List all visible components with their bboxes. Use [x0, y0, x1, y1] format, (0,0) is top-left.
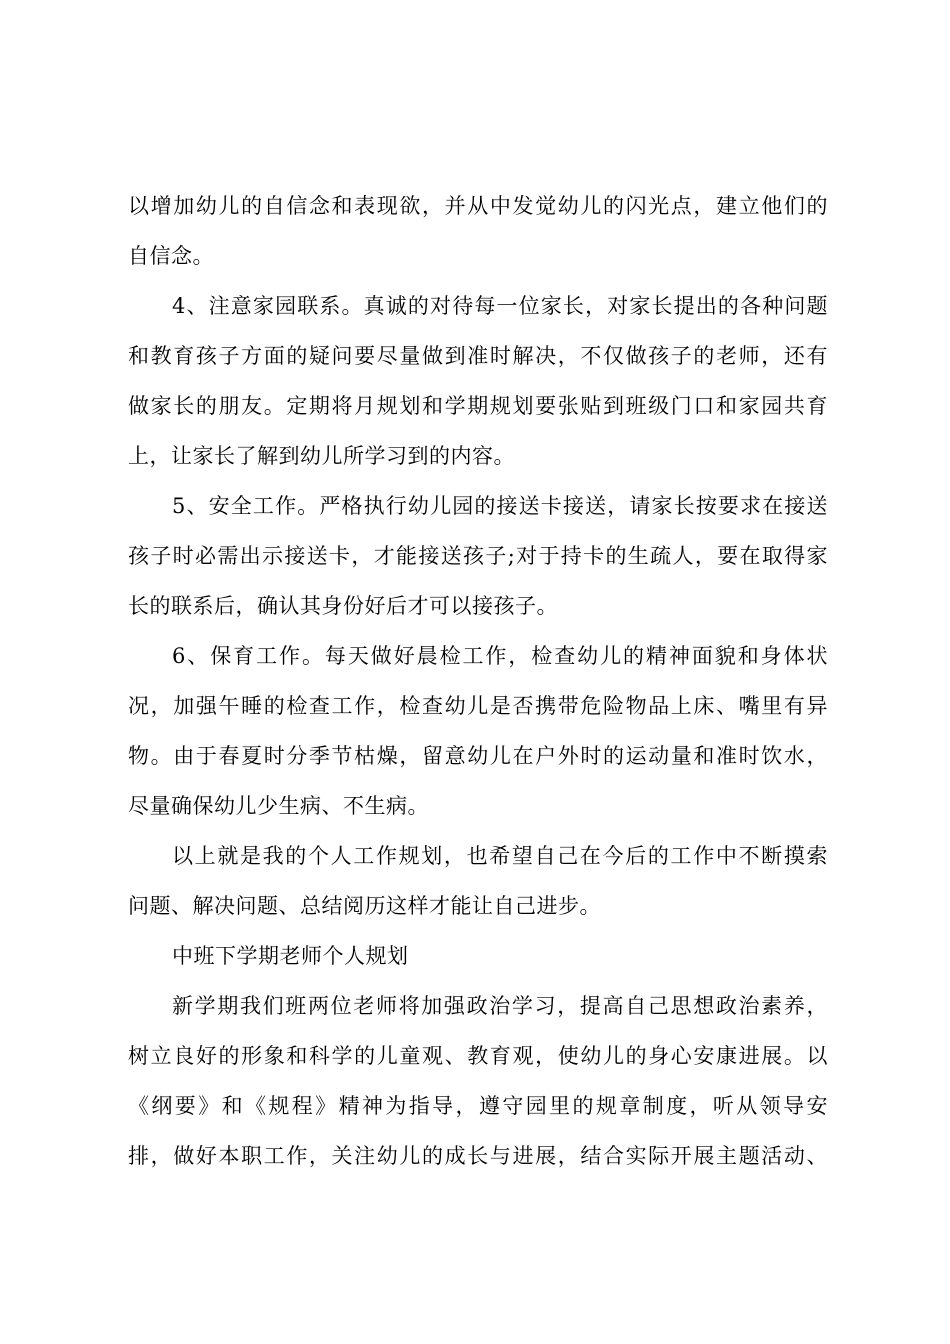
text-line: 新学期我们班两位老师将加强政治学习，提高自己思想政治素养，	[172, 994, 828, 1018]
text-line: 树立良好的形象和科学的儿童观、教育观，使幼儿的身心安康进展。以	[128, 1044, 828, 1068]
section-heading: 中班下学期老师个人规划	[172, 944, 409, 968]
text-line: 做家长的朋友。定期将月规划和学期规划要张贴到班级门口和家园共育	[128, 394, 828, 418]
text-line: 况，加强午睡的检查工作，检查幼儿是否携带危险物品上床、嘴里有异	[128, 694, 828, 718]
text-line: 5、安全工作。严格执行幼儿园的接送卡接送，请家长按要求在接送	[172, 494, 828, 518]
text-line: 4、注意家园联系。真诚的对待每一位家长，对家长提出的各种问题	[172, 294, 828, 318]
text-line: 物。由于春夏时分季节枯燥，留意幼儿在户外时的运动量和准时饮水，	[128, 744, 828, 768]
text-line: 6、保育工作。每天做好晨检工作，检查幼儿的精神面貌和身体状	[172, 644, 828, 668]
text-line: 《纲要》和《规程》精神为指导，遵守园里的规章制度，听从领导安	[128, 1094, 828, 1118]
text-line: 尽量确保幼儿少生病、不生病。	[128, 794, 429, 818]
text-line: 排，做好本职工作，关注幼儿的成长与进展，结合实际开展主题活动、	[128, 1144, 828, 1168]
text-line: 自信念。	[128, 244, 214, 268]
text-line: 以上就是我的个人工作规划，也希望自己在今后的工作中不断摸索	[172, 844, 828, 868]
text-line: 和教育孩子方面的疑问要尽量做到准时解决，不仅做孩子的老师，还有	[128, 344, 828, 368]
text-line: 长的联系后，确认其身份好后才可以接孩子。	[128, 594, 558, 618]
text-line: 上，让家长了解到幼儿所学习到的内容。	[128, 444, 515, 468]
text-line: 问题、解决问题、总结阅历这样才能让自己进步。	[128, 894, 601, 918]
text-line: 孩子时必需出示接送卡，才能接送孩子;对于持卡的生疏人，要在取得家	[128, 544, 828, 568]
text-line: 以增加幼儿的自信念和表现欲，并从中发觉幼儿的闪光点，建立他们的	[128, 194, 828, 218]
